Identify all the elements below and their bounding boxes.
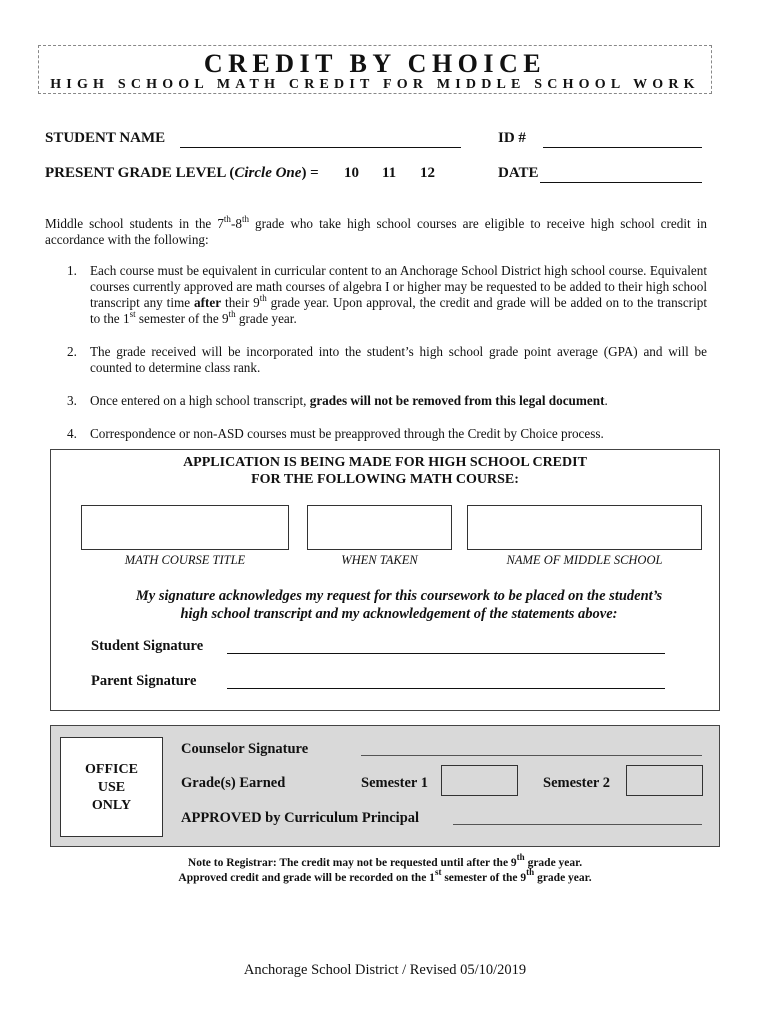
id-label: ID # (498, 130, 526, 146)
counselor-signature-label: Counselor Signature (181, 741, 309, 757)
student-signature-label: Student Signature (91, 638, 204, 654)
approved-by-label: APPROVED by Curriculum Principal (181, 810, 420, 826)
semester-1-label: Semester 1 (361, 775, 428, 791)
parent-signature-field[interactable] (227, 688, 665, 689)
student-name-label: STUDENT NAME (45, 130, 166, 146)
rules-list (45, 263, 707, 459)
rule-item: 3. Once entered on a high school transcript, grades will not be removed from this legal document. (67, 393, 608, 408)
grade-level-label: PRESENT GRADE LEVEL (Circle One) = (45, 165, 319, 181)
form-header (38, 45, 712, 94)
math-course-title-caption: MATH COURSE TITLE (124, 553, 246, 567)
date-field[interactable] (540, 182, 702, 183)
student-name-field[interactable] (180, 147, 461, 148)
intro-paragraph: Middle school students in the 7th-8th grade who take high school courses are eligible to receive high school credit in accordance with the following: (45, 213, 708, 247)
grade-option-11[interactable]: 11 (382, 165, 397, 181)
ack-line-2: high school transcript and my acknowledgement of the statements above: (180, 606, 618, 622)
application-heading-line2: FOR THE FOLLOWING MATH COURSE: (251, 472, 519, 487)
registrar-note-line2: Approved credit and grade will be recorded on the 1st semester of the 9th grade year. (178, 867, 592, 884)
grades-earned-label: Grade(s) Earned (181, 775, 286, 791)
footer-revision: Anchorage School District / Revised 05/10/2019 (243, 962, 527, 978)
grade-option-10[interactable]: 10 (344, 165, 359, 181)
registrar-note-line1: Note to Registrar: The credit may not be requested until after the 9th grade year. (187, 852, 583, 869)
math-course-title-field[interactable] (81, 505, 289, 550)
middle-school-name-field[interactable] (467, 505, 702, 550)
id-field[interactable] (543, 147, 702, 148)
when-taken-caption: WHEN TAKEN (341, 553, 418, 567)
rule-item: 4. Correspondence or non-ASD courses must be preapproved through the Credit by Choice process. (67, 426, 604, 441)
counselor-signature-field[interactable] (361, 755, 702, 756)
rule-item: 1. Each course must be equivalent in curricular content to an Anchorage School District high school course. Equivalent courses currently approved are math courses of algebra I or higher may be requested to be added to their high school transcript any time after their 9th grade year. Upon approval, the credit and grade will be added on to the transcript to the 1st semester of the 9th grade year. (67, 263, 707, 326)
parent-signature-label: Parent Signature (91, 673, 197, 689)
application-heading-line1: APPLICATION IS BEING MADE FOR HIGH SCHOOL CREDIT (183, 455, 587, 470)
grade-option-12[interactable]: 12 (420, 165, 435, 181)
semester-2-label: Semester 2 (543, 775, 610, 791)
middle-school-caption: NAME OF MIDDLE SCHOOL (506, 553, 663, 567)
approved-by-signature-field[interactable] (453, 824, 702, 825)
student-signature-field[interactable] (227, 653, 665, 654)
office-use-only-label: OFFICE USE ONLY (60, 737, 163, 837)
date-label: DATE (498, 165, 539, 181)
when-taken-field[interactable] (307, 505, 452, 550)
application-section (50, 449, 720, 711)
rule-item: 2. The grade received will be incorporated into the student’s high school grade point average (GPA) and will be counted to determine class rank. (67, 344, 707, 375)
form-subtitle: HIGH SCHOOL MATH CREDIT FOR MIDDLE SCHOOL WORK (50, 77, 700, 92)
ack-line-1: My signature acknowledges my request for this coursework to be placed on the student’s (135, 588, 663, 604)
form-title: CREDIT BY CHOICE (203, 49, 547, 78)
semester-2-grade-field[interactable] (626, 765, 703, 796)
semester-1-grade-field[interactable] (441, 765, 518, 796)
acknowledgement-text (50, 587, 748, 623)
